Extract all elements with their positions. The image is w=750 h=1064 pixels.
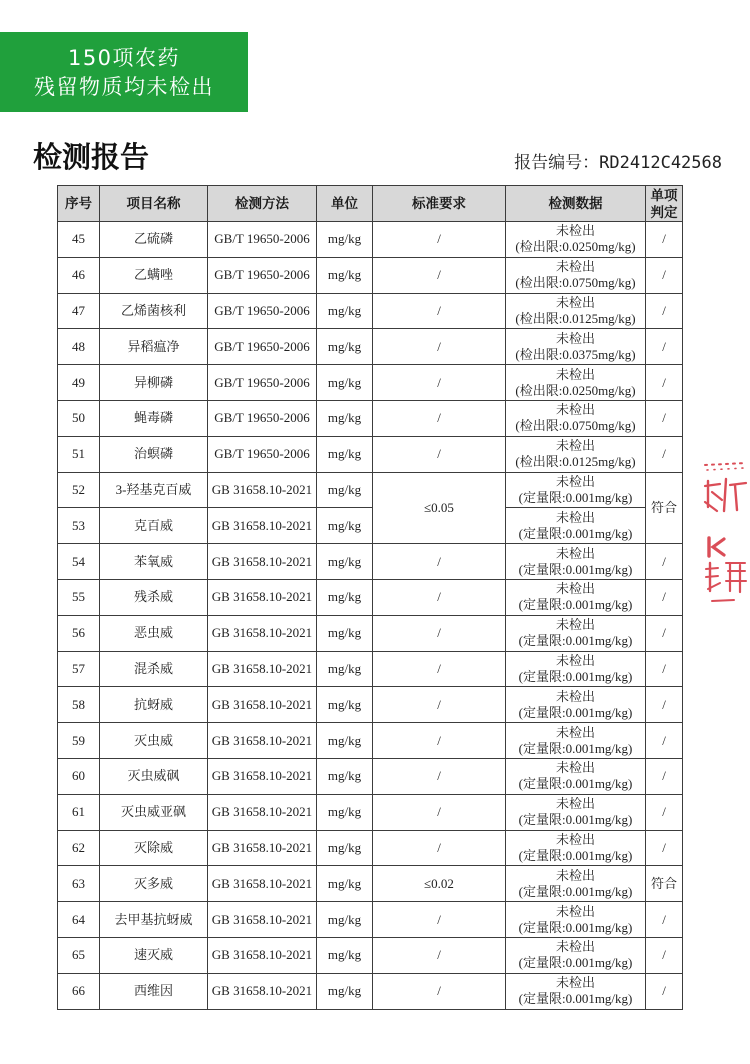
unit: mg/kg [317,902,373,938]
row-number: 49 [58,365,100,401]
standard-requirement: / [373,651,506,687]
result-value: 未检出 [555,402,595,418]
item-name: 恶虫威 [100,615,208,651]
report-number [514,153,722,173]
item-name: 速灭威 [100,937,208,973]
row-number: 48 [58,329,100,365]
table-row [58,329,683,365]
item-name: 苯氧威 [100,544,208,580]
item-name: 混杀威 [100,651,208,687]
judgement: / [646,544,683,580]
limit-note: (定量限:0.001mg/kg) [518,776,633,792]
unit: mg/kg [317,687,373,723]
limit-note: (定量限:0.001mg/kg) [518,847,633,863]
unit: mg/kg [317,508,373,544]
item-name: 抗蚜威 [100,687,208,723]
test-method: GB 31658.10-2021 [208,794,317,830]
test-result [506,687,646,723]
limit-note: (检出限:0.0250mg/kg) [515,382,636,398]
test-result [506,436,646,472]
item-name: 灭多威 [100,866,208,902]
test-method: GB 31658.10-2021 [208,472,317,508]
test-result [506,830,646,866]
test-result [506,794,646,830]
result-value: 未检出 [555,867,595,883]
judgement: / [646,579,683,615]
table-row [58,866,683,902]
result-value: 未检出 [555,939,595,955]
unit: mg/kg [317,973,373,1009]
table-row [58,365,683,401]
test-result [506,615,646,651]
table-row [58,973,683,1009]
table-row [58,794,683,830]
test-result [506,257,646,293]
test-method: GB 31658.10-2021 [208,723,317,759]
row-number: 57 [58,651,100,687]
header-unit: 单位 [317,186,373,222]
standard-requirement: ≤0.05 [373,472,506,544]
test-result [506,329,646,365]
unit: mg/kg [317,222,373,258]
header-number: 序号 [58,186,100,222]
result-value: 未检出 [555,438,595,454]
row-number: 46 [58,257,100,293]
test-result [506,222,646,258]
standard-requirement: / [373,687,506,723]
table-row [58,544,683,580]
report-number-label: 报告编号： [514,153,600,173]
standard-requirement: / [373,830,506,866]
result-value: 未检出 [555,760,595,776]
unit: mg/kg [317,758,373,794]
limit-note: (定量限:0.001mg/kg) [518,883,633,899]
judgement: / [646,723,683,759]
row-number: 59 [58,723,100,759]
test-result [506,902,646,938]
row-number: 50 [58,400,100,436]
item-name: 灭虫威砜 [100,758,208,794]
judgement: / [646,794,683,830]
row-number: 56 [58,615,100,651]
unit: mg/kg [317,830,373,866]
header-test-data: 检测数据 [506,186,646,222]
item-name: 残杀威 [100,579,208,615]
result-value: 未检出 [555,509,595,525]
table-header-row [58,186,683,222]
limit-note: (检出限:0.0750mg/kg) [515,418,636,434]
table-row [58,902,683,938]
limit-note: (定量限:0.001mg/kg) [518,633,633,649]
test-result [506,973,646,1009]
unit: mg/kg [317,615,373,651]
test-method: GB/T 19650-2006 [208,436,317,472]
row-number: 47 [58,293,100,329]
standard-requirement: / [373,329,506,365]
test-method: GB/T 19650-2006 [208,257,317,293]
judgement: / [646,436,683,472]
item-name: 异柳磷 [100,365,208,401]
judgement: / [646,973,683,1009]
result-value: 未检出 [555,259,595,275]
item-name: 3-羟基克百威 [100,472,208,508]
test-result [506,472,646,508]
unit: mg/kg [317,866,373,902]
judgement: / [646,400,683,436]
limit-note: (检出限:0.0125mg/kg) [515,310,636,326]
result-value: 未检出 [555,473,595,489]
test-method: GB 31658.10-2021 [208,508,317,544]
item-name: 乙螨唑 [100,257,208,293]
limit-note: (定量限:0.001mg/kg) [518,812,633,828]
test-result [506,651,646,687]
standard-requirement: / [373,615,506,651]
standard-requirement: / [373,400,506,436]
result-value: 未检出 [555,831,595,847]
judgement: / [646,329,683,365]
item-name: 灭除威 [100,830,208,866]
unit: mg/kg [317,723,373,759]
seal-stamp-graphic [700,455,750,615]
item-name: 克百威 [100,508,208,544]
promo-banner [0,32,248,112]
test-method: GB/T 19650-2006 [208,222,317,258]
limit-note: (定量限:0.001mg/kg) [518,991,633,1007]
table-row [58,222,683,258]
table-row [58,651,683,687]
item-name: 乙硫磷 [100,222,208,258]
limit-note: (定量限:0.001mg/kg) [518,955,633,971]
limit-note: (定量限:0.001mg/kg) [518,668,633,684]
standard-requirement: ≤0.02 [373,866,506,902]
test-result [506,544,646,580]
report-number-value: RD2412C42568 [599,153,722,173]
standard-requirement: / [373,436,506,472]
test-method: GB 31658.10-2021 [208,687,317,723]
item-name: 治螟磷 [100,436,208,472]
test-method: GB/T 19650-2006 [208,329,317,365]
judgement: / [646,365,683,401]
test-method: GB/T 19650-2006 [208,400,317,436]
unit: mg/kg [317,544,373,580]
unit: mg/kg [317,365,373,401]
test-result [506,293,646,329]
row-number: 61 [58,794,100,830]
test-result [506,866,646,902]
result-value: 未检出 [555,724,595,740]
header-standard: 标准要求 [373,186,506,222]
limit-note: (定量限:0.001mg/kg) [518,525,633,541]
standard-requirement: / [373,937,506,973]
row-number: 55 [58,579,100,615]
result-value: 未检出 [555,330,595,346]
table-row [58,830,683,866]
item-name: 蝇毒磷 [100,400,208,436]
test-method: GB 31658.10-2021 [208,615,317,651]
table-row [58,937,683,973]
table-row [58,400,683,436]
standard-requirement: / [373,257,506,293]
standard-requirement: / [373,794,506,830]
result-value: 未检出 [555,796,595,812]
unit: mg/kg [317,436,373,472]
item-name: 灭虫威亚砜 [100,794,208,830]
standard-requirement: / [373,222,506,258]
judgement: / [646,830,683,866]
unit: mg/kg [317,293,373,329]
judgement: / [646,902,683,938]
unit: mg/kg [317,257,373,293]
result-value: 未检出 [555,366,595,382]
table-row [58,615,683,651]
seal-stamp [700,455,750,615]
test-method: GB/T 19650-2006 [208,365,317,401]
row-number: 63 [58,866,100,902]
table-row [58,293,683,329]
table-row [58,758,683,794]
test-method: GB 31658.10-2021 [208,579,317,615]
result-value: 未检出 [555,903,595,919]
limit-note: (检出限:0.0375mg/kg) [515,346,636,362]
result-value: 未检出 [555,688,595,704]
limit-note: (定量限:0.001mg/kg) [518,704,633,720]
unit: mg/kg [317,329,373,365]
result-value: 未检出 [555,652,595,668]
table-row [58,508,683,544]
judgement: / [646,937,683,973]
judgement: / [646,651,683,687]
test-method: GB 31658.10-2021 [208,758,317,794]
table-row [58,579,683,615]
table-row [58,472,683,508]
banner-line-2: 残留物质均未检出 [34,75,214,99]
test-method: GB 31658.10-2021 [208,937,317,973]
limit-note: (定量限:0.001mg/kg) [518,919,633,935]
result-value: 未检出 [555,581,595,597]
unit: mg/kg [317,579,373,615]
result-value: 未检出 [555,545,595,561]
header-judgement: 单项判定 [646,186,683,222]
row-number: 58 [58,687,100,723]
test-method: GB 31658.10-2021 [208,973,317,1009]
test-method: GB 31658.10-2021 [208,544,317,580]
judgement: / [646,257,683,293]
row-number: 53 [58,508,100,544]
item-name: 西维因 [100,973,208,1009]
limit-note: (定量限:0.001mg/kg) [518,740,633,756]
result-value: 未检出 [555,223,595,239]
limit-note: (定量限:0.001mg/kg) [518,489,633,505]
unit: mg/kg [317,400,373,436]
test-result [506,400,646,436]
standard-requirement: / [373,544,506,580]
judgement: 符合 [646,472,683,544]
standard-requirement: / [373,723,506,759]
unit: mg/kg [317,794,373,830]
judgement: / [646,687,683,723]
table-row [58,687,683,723]
row-number: 62 [58,830,100,866]
judgement: 符合 [646,866,683,902]
banner-line-1: 150项农药 [67,46,181,70]
standard-requirement: / [373,293,506,329]
test-method: GB/T 19650-2006 [208,293,317,329]
row-number: 45 [58,222,100,258]
row-number: 66 [58,973,100,1009]
result-value: 未检出 [555,975,595,991]
row-number: 54 [58,544,100,580]
item-name: 乙烯菌核利 [100,293,208,329]
item-name: 异稻瘟净 [100,329,208,365]
test-method: GB 31658.10-2021 [208,651,317,687]
judgement: / [646,758,683,794]
test-result [506,579,646,615]
row-number: 51 [58,436,100,472]
unit: mg/kg [317,472,373,508]
unit: mg/kg [317,937,373,973]
test-result [506,365,646,401]
table-row [58,723,683,759]
item-name: 灭虫威 [100,723,208,759]
judgement: / [646,615,683,651]
table-row [58,436,683,472]
standard-requirement: / [373,365,506,401]
page-title: 检测报告 [33,140,150,174]
row-number: 65 [58,937,100,973]
standard-requirement: / [373,758,506,794]
row-number: 52 [58,472,100,508]
limit-note: (检出限:0.0125mg/kg) [515,454,636,470]
test-result [506,508,646,544]
test-result [506,937,646,973]
standard-requirement: / [373,973,506,1009]
header-test-method: 检测方法 [208,186,317,222]
limit-note: (定量限:0.001mg/kg) [518,561,633,577]
test-result [506,723,646,759]
test-method: GB 31658.10-2021 [208,866,317,902]
result-value: 未检出 [555,617,595,633]
row-number: 64 [58,902,100,938]
unit: mg/kg [317,651,373,687]
test-method: GB 31658.10-2021 [208,830,317,866]
row-number: 60 [58,758,100,794]
limit-note: (检出限:0.0250mg/kg) [515,239,636,255]
judgement: / [646,222,683,258]
test-method: GB 31658.10-2021 [208,902,317,938]
standard-requirement: / [373,902,506,938]
limit-note: (检出限:0.0750mg/kg) [515,275,636,291]
table-row [58,257,683,293]
result-value: 未检出 [555,294,595,310]
judgement: / [646,293,683,329]
test-report-table [57,185,683,1010]
item-name: 去甲基抗蚜威 [100,902,208,938]
limit-note: (定量限:0.001mg/kg) [518,597,633,613]
standard-requirement: / [373,579,506,615]
test-result [506,758,646,794]
header-item-name: 项目名称 [100,186,208,222]
